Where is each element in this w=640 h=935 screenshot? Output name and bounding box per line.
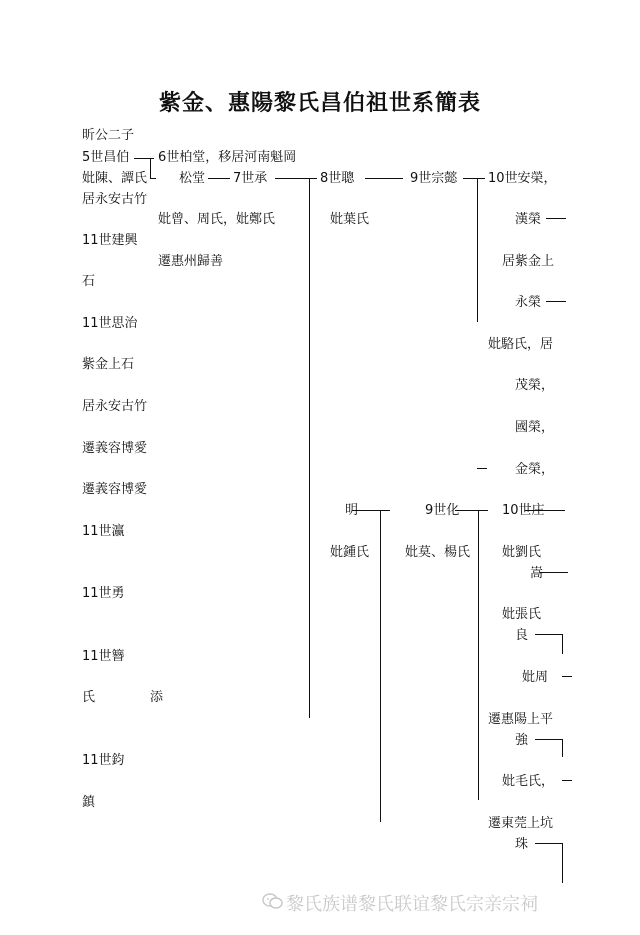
connector-line [275,178,317,179]
connector-line [562,843,563,883]
gen9-name-a: 9世宗懿 [410,171,458,186]
connector-line [525,510,565,511]
gen5-wife: 妣陳、譚氏 [82,171,148,186]
gen8-wife: 妣葉氏 [330,212,370,227]
watermark-text: 黎氏族谱黎氏联谊黎氏宗亲宗祠 [286,894,538,915]
connector-line [477,468,487,469]
gen10-son-a: 茂榮， [515,378,555,393]
gen6-name: 6世柏堂，移居河南魁岡 [158,150,297,165]
gen10-son-a: 永榮 [515,295,542,310]
connector-line [546,218,566,219]
gen11-entry: 11世鈞 [82,753,125,768]
gen11-entry: 紫金上石 [82,357,135,372]
gen10-entry-b: 珠 [515,837,529,852]
gen9-name-b: 9世化 [425,503,460,518]
connector-line [540,572,568,573]
connector-line [455,510,488,511]
connector-line [562,739,563,757]
gen11-entry: 鎮 [82,795,96,810]
gen10-entry-b: 妣毛氏， [502,774,555,789]
gen10-son-a: 漢榮 [515,212,542,227]
gen11-entry: 11世簪 [82,649,125,664]
gen7-name: 7世承 [233,171,268,186]
gen10-name-b: 10世庄 [502,503,545,518]
connector-line [309,178,310,718]
connector-line [562,634,563,654]
gen8-name: 8世聰 [320,171,355,186]
gen6-alt-name: 松堂 [179,171,206,186]
connector-line [352,510,390,511]
gen11-entry: 11世建興 [82,233,138,248]
gen10-son-a: 國榮， [515,420,555,435]
gen11-entry: 氏 [82,690,96,705]
ancestor-note: 昕公二子 [82,128,135,143]
gen10-entry-b: 遷東莞上坑 [488,816,554,831]
gen10-name-a: 10世安榮， [488,171,557,186]
document-title: 紫金、惠陽黎氏昌伯祖世系簡表 [158,91,481,116]
gen5-residence: 居永安古竹 [82,192,148,207]
gen10-entry-b: 妣劉氏 [502,545,542,560]
connector-line [546,301,566,302]
gen10-entry-b: 妣張氏 [502,607,542,622]
gen10-entry-b: 強 [515,733,529,748]
connector-line [535,634,563,635]
gen10-entry-b: 嵩 [530,566,544,581]
connector-line [150,178,156,179]
gen11-entry: 添 [150,690,164,705]
gen11-entry: 居永安古竹 [82,399,148,414]
gen10-entry-b: 良 [515,628,529,643]
connector-line [535,739,563,740]
connector-line [365,178,403,179]
gen8-second-name: 明 [345,503,359,518]
gen9-wives-b: 妣莫、楊氏 [405,545,471,560]
gen5-name: 5世昌伯 [82,150,130,165]
gen11-entry: 石 [82,274,96,289]
gen6-wives: 妣曾、周氏，妣鄭氏 [158,212,276,227]
gen11-entry: 遷義容博愛 [82,482,148,497]
gen11-entry: 11世勇 [82,586,125,601]
gen8-second-wife: 妣鍾氏 [330,545,370,560]
gen10-son-a: 妣駱氏，居 [488,337,554,352]
connector-line [535,843,563,844]
gen11-entry: 11世瀛 [82,524,125,539]
connector-line [134,158,154,159]
gen10-son-a: 居紫金上 [502,254,555,269]
gen10-entry-b: 妣周 [522,670,549,685]
gen10-entry-b: 遷惠陽上平 [488,712,554,727]
gen11-entry: 11世思治 [82,316,138,331]
gen10-son-a: 金榮， [515,462,555,477]
connector-line [478,510,479,800]
connector-line [150,158,151,178]
gen11-entry: 遷義容博愛 [82,441,148,456]
connector-line [463,178,485,179]
connector-line [380,510,381,822]
connector-line [562,676,572,677]
gen6-move: 遷惠州歸善 [158,254,224,269]
connector-line [208,178,230,179]
connector-line [477,178,478,322]
connector-line [562,780,572,781]
wechat-icon [262,892,284,910]
